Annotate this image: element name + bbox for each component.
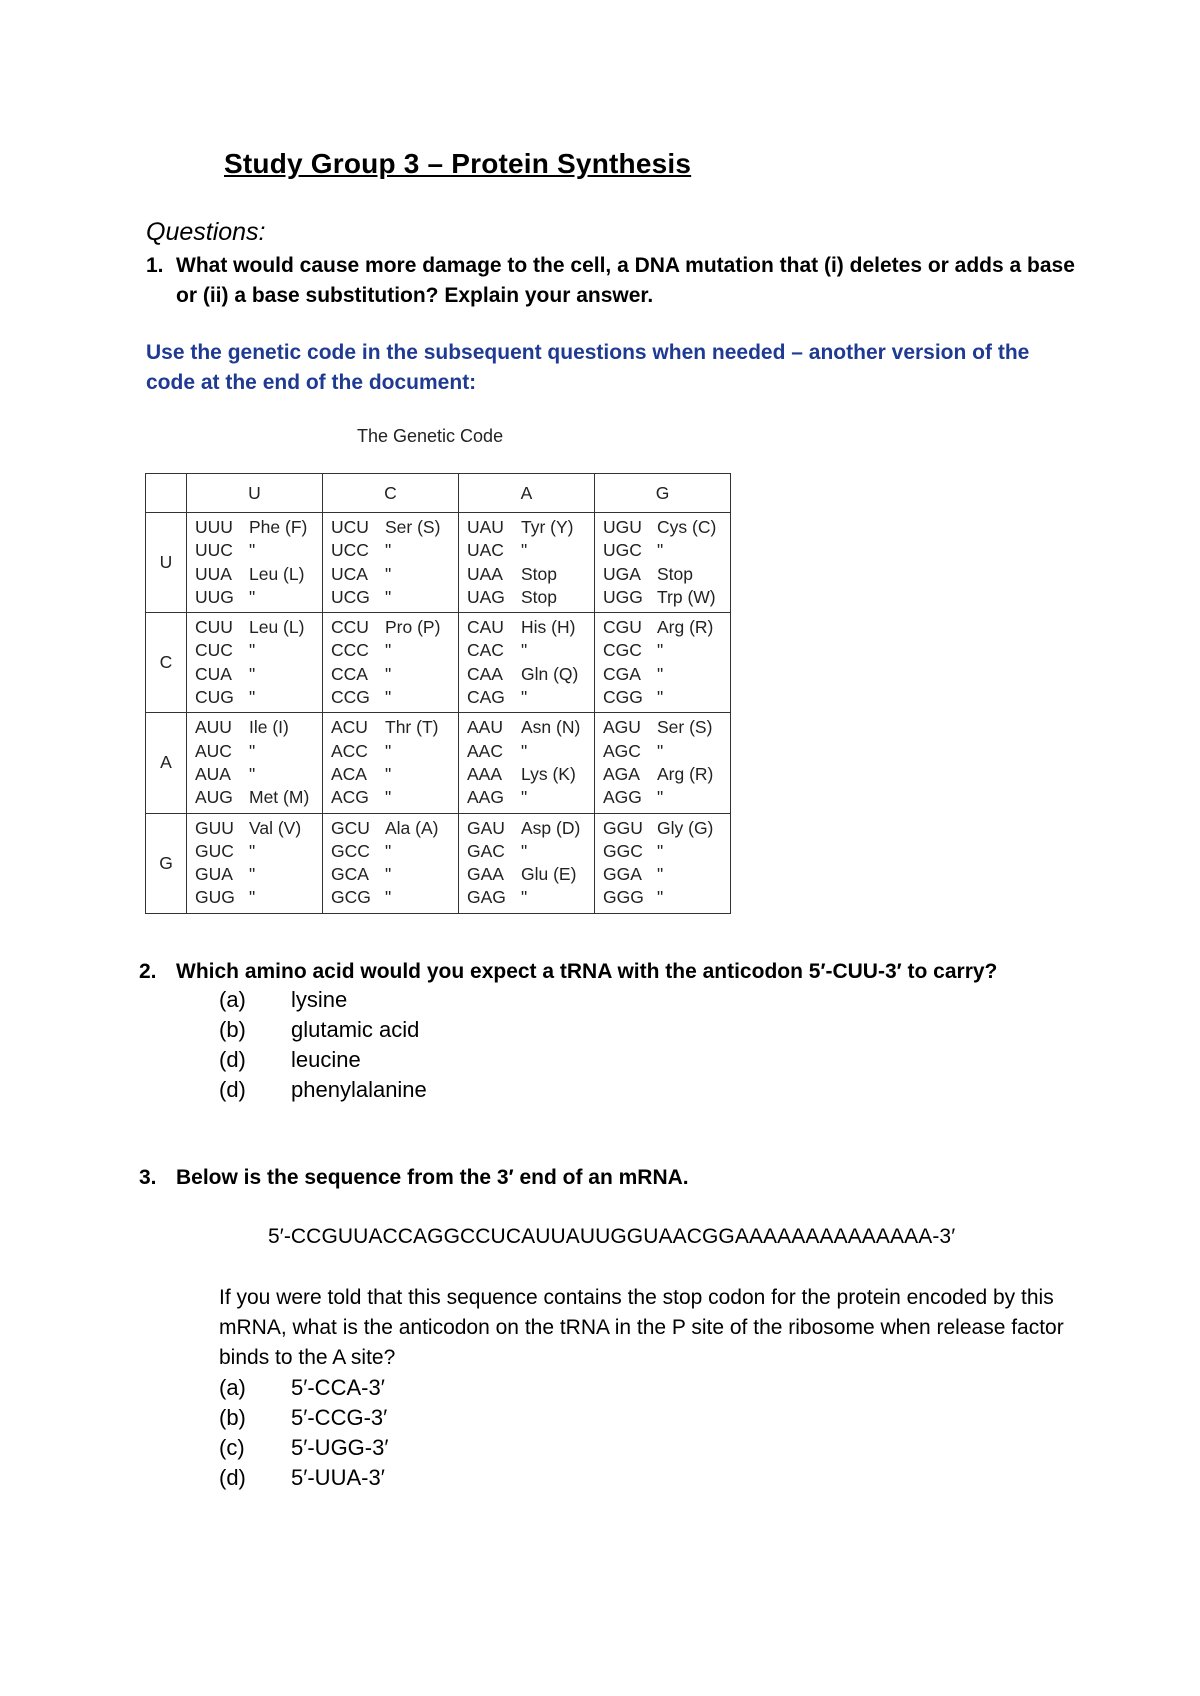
- codon: AGC: [603, 740, 641, 761]
- codon-entry: [195, 639, 322, 662]
- question-number: 1.: [146, 254, 164, 277]
- amino-acid: Pro (P): [385, 617, 441, 638]
- codon: AUA: [195, 763, 231, 784]
- codon-entry: [603, 740, 730, 763]
- amino-acid: ": [385, 787, 392, 808]
- option-text: 5′-UGG-3′: [291, 1435, 389, 1460]
- amino-acid: ": [657, 887, 664, 908]
- codon: UCG: [331, 586, 370, 607]
- row-header: A: [146, 713, 187, 813]
- codon-entry: [195, 539, 322, 562]
- codon-entry: [467, 686, 594, 709]
- codon: AAA: [467, 763, 503, 784]
- codon-entry: [467, 539, 594, 562]
- row-header: U: [146, 513, 187, 613]
- amino-acid: Leu (L): [249, 563, 305, 584]
- question-number: 2.: [139, 960, 157, 983]
- codon: GAG: [467, 887, 506, 908]
- amino-acid: ": [385, 887, 392, 908]
- codon: GUC: [195, 840, 234, 861]
- codon: GAC: [467, 840, 505, 861]
- codon: CCU: [331, 617, 369, 638]
- codon: CCA: [331, 663, 368, 684]
- codon: GUG: [195, 887, 235, 908]
- mrna-sequence: 5′-CCGUUACCAGGCCUCAUUAUUGGUAACGGAAAAAAAAAAAAAA-3′: [268, 1225, 956, 1248]
- option-label: (b): [219, 1017, 246, 1042]
- codon-cell: [187, 813, 323, 913]
- codon: GGG: [603, 887, 644, 908]
- codon: UGU: [603, 517, 642, 537]
- option-label: (a): [219, 1375, 246, 1400]
- codon: UUC: [195, 540, 233, 561]
- codon-entry: [603, 539, 730, 562]
- column-header: C: [323, 474, 459, 513]
- codon-entry: [331, 716, 458, 739]
- codon-entry: [603, 639, 730, 662]
- codon-cell: [595, 613, 731, 713]
- codon: AAC: [467, 740, 503, 761]
- codon: GGU: [603, 817, 643, 838]
- codon-cell: [459, 713, 595, 813]
- codon-entry: [467, 716, 594, 739]
- table-corner-cell: [146, 474, 187, 513]
- codon-entry: [331, 563, 458, 586]
- codon: GCC: [331, 840, 370, 861]
- codon-entry: [331, 516, 458, 539]
- codon: GCG: [331, 887, 371, 908]
- codon-entry: [195, 586, 322, 609]
- codon-entry: [603, 886, 730, 909]
- codon: UAA: [467, 563, 503, 584]
- amino-acid: ": [521, 787, 528, 808]
- table-header-row: [146, 474, 731, 513]
- amino-acid: ": [521, 887, 528, 908]
- codon: CUC: [195, 640, 233, 661]
- amino-acid: Cys (C): [657, 517, 717, 537]
- amino-acid: ": [521, 640, 528, 661]
- codon: UGC: [603, 540, 642, 561]
- codon-entry: [467, 639, 594, 662]
- genetic-code-table: [145, 473, 731, 914]
- amino-acid: Ala (A): [385, 817, 439, 838]
- codon: AUU: [195, 717, 232, 738]
- codon: GAA: [467, 864, 504, 885]
- codon: CUU: [195, 617, 233, 638]
- codon-entry: [603, 716, 730, 739]
- codon-entry: [195, 840, 322, 863]
- questions-heading: Questions:: [146, 218, 266, 246]
- codon: CCG: [331, 687, 370, 708]
- amino-acid: Stop: [657, 563, 693, 584]
- amino-acid: ": [385, 563, 392, 584]
- option-label: (d): [219, 1077, 246, 1102]
- codon-cell: [459, 513, 595, 613]
- amino-acid: His (H): [521, 617, 576, 638]
- codon: CCC: [331, 640, 369, 661]
- codon: UAG: [467, 586, 505, 607]
- amino-acid: ": [657, 540, 664, 561]
- amino-acid: ": [657, 864, 664, 885]
- table-row: [146, 813, 731, 913]
- codon-entry: [603, 763, 730, 786]
- codon: AGU: [603, 717, 641, 738]
- question-number: 3.: [139, 1166, 157, 1189]
- codon-entry: [331, 663, 458, 686]
- document-title: Study Group 3 – Protein Synthesis: [224, 148, 692, 179]
- codon: AUG: [195, 787, 233, 808]
- codon-cell: [323, 513, 459, 613]
- amino-acid: ": [249, 663, 256, 684]
- codon: AGA: [603, 763, 640, 784]
- amino-acid: ": [385, 540, 392, 561]
- codon-entry: [195, 716, 322, 739]
- amino-acid: ": [385, 840, 392, 861]
- option-label: (d): [219, 1047, 246, 1072]
- amino-acid: ": [657, 787, 664, 808]
- codon-entry: [603, 786, 730, 809]
- amino-acid: ": [385, 640, 392, 661]
- codon-cell: [595, 813, 731, 913]
- codon: CUG: [195, 687, 234, 708]
- amino-acid: ": [249, 640, 256, 661]
- codon-entry: [331, 586, 458, 609]
- question-3-paragraph: If you were told that this sequence contains the stop codon for the protein encoded by this mRNA, what is the anticodon on the tRNA in the P site of the ribosome when release factor binds to the A site?: [219, 1286, 1064, 1369]
- codon: GCU: [331, 817, 370, 838]
- amino-acid: Trp (W): [657, 586, 716, 607]
- codon-entry: [603, 586, 730, 609]
- codon: CAU: [467, 617, 504, 638]
- codon-entry: [331, 639, 458, 662]
- codon-entry: [467, 563, 594, 586]
- codon-cell: [459, 613, 595, 713]
- amino-acid: Stop: [521, 563, 557, 584]
- option-label: (b): [219, 1405, 246, 1430]
- amino-acid: ": [385, 687, 392, 708]
- amino-acid: ": [385, 663, 392, 684]
- amino-acid: ": [249, 540, 256, 561]
- codon-entry: [603, 840, 730, 863]
- codon-entry: [603, 686, 730, 709]
- amino-acid: Ser (S): [385, 517, 441, 537]
- codon: GGA: [603, 864, 642, 885]
- amino-acid: ": [249, 763, 256, 784]
- codon: ACA: [331, 763, 367, 784]
- codon-entry: [467, 586, 594, 609]
- amino-acid: ": [385, 864, 392, 885]
- codon: UGG: [603, 586, 643, 607]
- codon-entry: [467, 886, 594, 909]
- option-label: (c): [219, 1435, 245, 1460]
- option-label: (a): [219, 987, 246, 1012]
- genetic-code-title: The Genetic Code: [357, 426, 504, 446]
- codon: CGA: [603, 663, 641, 684]
- column-header: G: [595, 474, 731, 513]
- amino-acid: ": [521, 687, 528, 708]
- amino-acid: ": [249, 740, 256, 761]
- codon: UUA: [195, 563, 232, 584]
- amino-acid: ": [657, 840, 664, 861]
- question-text: What would cause more damage to the cell, a DNA mutation that (i) deletes or adds a base or (ii) a base substitution? Explain your answer.: [176, 254, 1075, 307]
- codon: GCA: [331, 864, 369, 885]
- codon-entry: [331, 616, 458, 639]
- amino-acid: Ile (I): [249, 717, 289, 738]
- codon: UGA: [603, 563, 641, 584]
- column-header: U: [187, 474, 323, 513]
- amino-acid: Glu (E): [521, 864, 577, 885]
- codon-cell: [187, 713, 323, 813]
- codon-entry: [467, 663, 594, 686]
- codon-cell: [595, 713, 731, 813]
- codon-cell: [459, 813, 595, 913]
- amino-acid: Arg (R): [657, 763, 714, 784]
- amino-acid: Met (M): [249, 787, 310, 808]
- codon-entry: [467, 786, 594, 809]
- codon-entry: [195, 740, 322, 763]
- amino-acid: ": [249, 864, 256, 885]
- amino-acid: ": [249, 586, 256, 607]
- codon-entry: [603, 817, 730, 840]
- codon: CGC: [603, 640, 642, 661]
- codon: AGG: [603, 787, 642, 808]
- codon: CUA: [195, 663, 232, 684]
- option-text: leucine: [291, 1047, 361, 1072]
- option-text: 5′-UUA-3′: [291, 1465, 385, 1490]
- codon: CAA: [467, 663, 503, 684]
- row-header: G: [146, 813, 187, 913]
- codon-entry: [195, 516, 322, 539]
- codon-entry: [331, 539, 458, 562]
- option-text: 5′-CCA-3′: [291, 1375, 385, 1400]
- amino-acid: Asp (D): [521, 817, 581, 838]
- amino-acid: Lys (K): [521, 763, 576, 784]
- codon: ACU: [331, 717, 368, 738]
- option-label: (d): [219, 1465, 246, 1490]
- codon: CGG: [603, 687, 643, 708]
- amino-acid: ": [385, 763, 392, 784]
- codon-entry: [195, 563, 322, 586]
- codon-entry: [467, 763, 594, 786]
- amino-acid: Val (V): [249, 817, 302, 838]
- amino-acid: ": [521, 840, 528, 861]
- question-text: Below is the sequence from the 3′ end of an mRNA.: [176, 1166, 689, 1189]
- option-text: glutamic acid: [291, 1017, 420, 1042]
- question-text: Which amino acid would you expect a tRNA with the anticodon 5′-CUU-3′ to carry?: [176, 960, 998, 983]
- codon-entry: [603, 516, 730, 539]
- codon-entry: [195, 663, 322, 686]
- codon: AAU: [467, 717, 503, 738]
- amino-acid: ": [249, 887, 256, 908]
- codon: CAG: [467, 687, 505, 708]
- codon: UAC: [467, 540, 504, 561]
- amino-acid: ": [249, 687, 256, 708]
- option-text: phenylalanine: [291, 1077, 427, 1102]
- codon-entry: [331, 817, 458, 840]
- amino-acid: ": [521, 540, 528, 561]
- codon: AAG: [467, 787, 504, 808]
- codon-entry: [467, 863, 594, 886]
- codon-entry: [195, 886, 322, 909]
- codon: UUU: [195, 517, 233, 537]
- codon: ACG: [331, 787, 369, 808]
- amino-acid: Stop: [521, 586, 557, 607]
- codon-entry: [195, 686, 322, 709]
- table-row: [146, 713, 731, 813]
- codon-cell: [323, 713, 459, 813]
- amino-acid: ": [521, 740, 528, 761]
- codon: GUA: [195, 864, 233, 885]
- codon-entry: [467, 616, 594, 639]
- amino-acid: Tyr (Y): [521, 517, 574, 537]
- codon-entry: [603, 863, 730, 886]
- codon: UCU: [331, 517, 369, 537]
- codon: UCC: [331, 540, 369, 561]
- amino-acid: ": [249, 840, 256, 861]
- codon: UCA: [331, 563, 368, 584]
- codon-entry: [467, 840, 594, 863]
- codon-entry: [195, 786, 322, 809]
- codon-entry: [195, 763, 322, 786]
- codon-entry: [467, 516, 594, 539]
- codon: AUC: [195, 740, 232, 761]
- codon-cell: [187, 613, 323, 713]
- codon-entry: [331, 686, 458, 709]
- codon-entry: [195, 616, 322, 639]
- codon: GAU: [467, 817, 505, 838]
- codon-cell: [323, 813, 459, 913]
- codon: UUG: [195, 586, 234, 607]
- codon-entry: [331, 786, 458, 809]
- table-row: [146, 613, 731, 713]
- amino-acid: ": [657, 740, 664, 761]
- codon-entry: [331, 863, 458, 886]
- amino-acid: Arg (R): [657, 617, 714, 638]
- option-text: 5′-CCG-3′: [291, 1405, 388, 1430]
- codon-cell: [187, 513, 323, 613]
- codon: UAU: [467, 517, 504, 537]
- amino-acid: Thr (T): [385, 717, 439, 738]
- codon: CAC: [467, 640, 504, 661]
- amino-acid: ": [657, 640, 664, 661]
- column-header: A: [459, 474, 595, 513]
- codon: ACC: [331, 740, 368, 761]
- codon-entry: [467, 817, 594, 840]
- amino-acid: Asn (N): [521, 717, 581, 738]
- amino-acid: ": [385, 586, 392, 607]
- codon: GGC: [603, 840, 643, 861]
- genetic-code-note: Use the genetic code in the subsequent questions when needed – another version of the code at the end of the document:: [146, 341, 1030, 394]
- amino-acid: ": [657, 687, 664, 708]
- codon-entry: [195, 863, 322, 886]
- codon-cell: [323, 613, 459, 713]
- amino-acid: Phe (F): [249, 517, 308, 537]
- codon-entry: [603, 563, 730, 586]
- codon-entry: [331, 740, 458, 763]
- codon-entry: [603, 616, 730, 639]
- codon-entry: [603, 663, 730, 686]
- amino-acid: Gln (Q): [521, 663, 579, 684]
- codon: CGU: [603, 617, 642, 638]
- codon: GUU: [195, 817, 234, 838]
- amino-acid: Gly (G): [657, 817, 714, 838]
- amino-acid: Ser (S): [657, 717, 713, 738]
- table-row: [146, 513, 731, 613]
- row-header: C: [146, 613, 187, 713]
- codon-cell: [595, 513, 731, 613]
- codon-entry: [195, 817, 322, 840]
- codon-entry: [467, 740, 594, 763]
- codon-entry: [331, 763, 458, 786]
- option-text: lysine: [291, 987, 348, 1012]
- amino-acid: Leu (L): [249, 617, 305, 638]
- amino-acid: ": [657, 663, 664, 684]
- codon-entry: [331, 840, 458, 863]
- codon-entry: [331, 886, 458, 909]
- amino-acid: ": [385, 740, 392, 761]
